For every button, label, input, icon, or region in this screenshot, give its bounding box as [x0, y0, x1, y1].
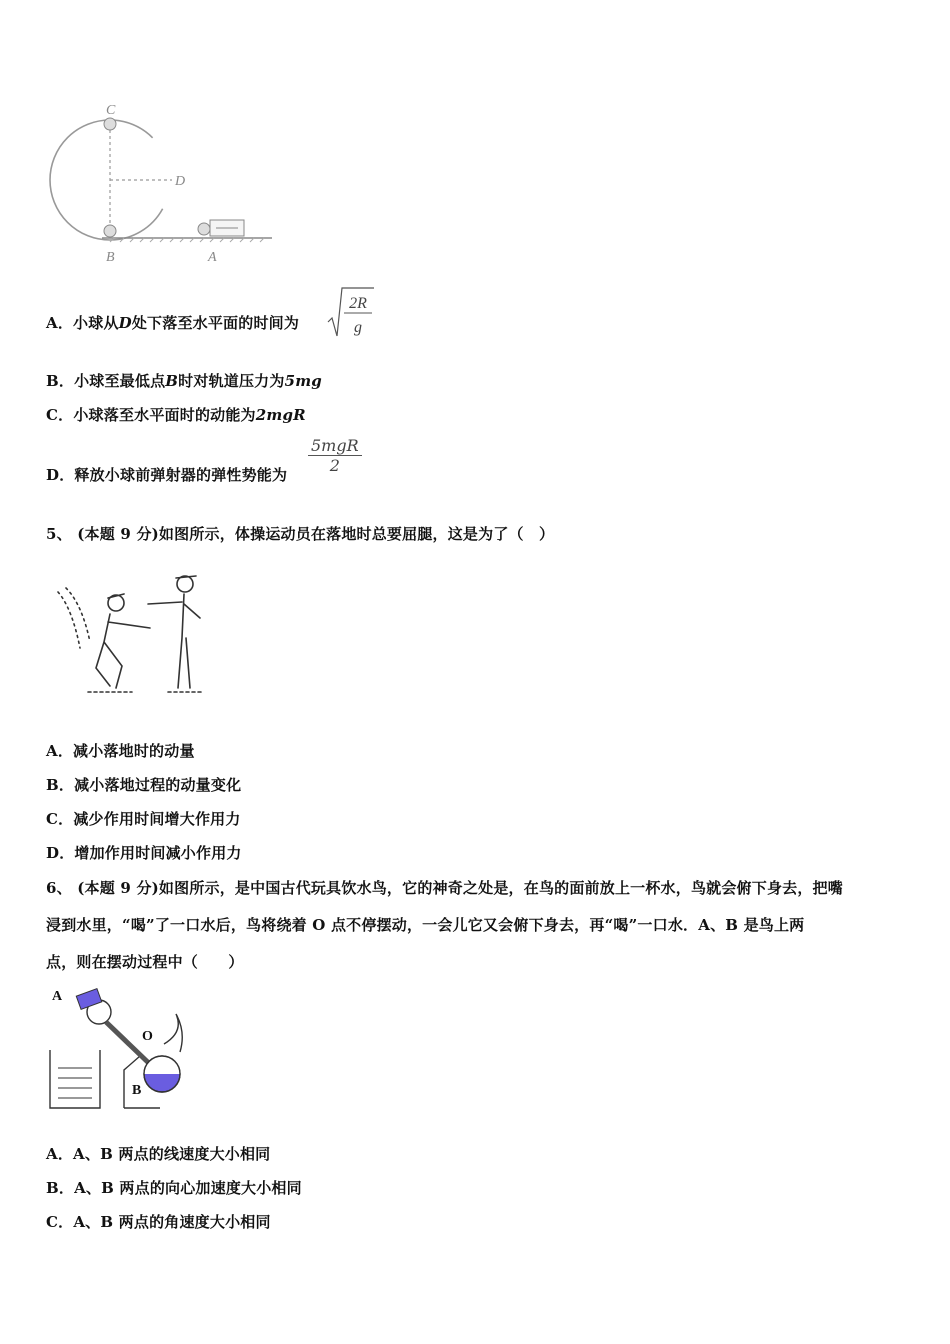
label-c: C — [106, 103, 116, 118]
label-a: A — [208, 250, 217, 265]
label-b: B — [106, 250, 115, 265]
q4-b-var: B — [165, 372, 179, 390]
q4-a-prefix: A．小球从 — [46, 314, 119, 332]
sqrt-expression — [326, 286, 376, 340]
fraction-5mgr-2 — [308, 436, 362, 475]
bird-hat — [76, 989, 101, 1010]
water-lines — [58, 1068, 92, 1098]
ball-launcher — [198, 223, 210, 235]
q4-b-text: B．小球至最低点 — [46, 372, 166, 390]
q4-a-text: 处下落至水平面的时间为 — [131, 314, 300, 332]
q4-option-d — [46, 464, 287, 485]
q4-a-var: D — [118, 314, 132, 332]
label-d: D — [175, 174, 186, 189]
q5-option-d: D．增加作用时间减小作用力 — [46, 844, 242, 862]
bird-tail — [164, 1014, 182, 1052]
water-cup — [50, 1050, 100, 1108]
q4-d-text: D．释放小球前弹射器的弹性势能为 — [46, 466, 288, 484]
q5-option-a: A．减小落地时的动量 — [46, 742, 195, 760]
q4-option-b — [46, 370, 322, 391]
q6-stem-line3: 点，则在摆动过程中（ ） — [46, 953, 244, 971]
q5-option-c: C．减少作用时间增大作用力 — [46, 810, 241, 828]
motion-trail — [58, 592, 80, 648]
label-b: B — [132, 1083, 142, 1098]
sqrt-denominator: g — [354, 319, 362, 336]
ball-bottom — [104, 225, 116, 237]
gymnast-body-2 — [148, 576, 200, 688]
q4-b-text2: 时对轨道压力为 — [178, 372, 285, 390]
q4-c-text: C．小球落至水平面时的动能为 — [46, 406, 256, 424]
sqrt-numerator: 2R — [349, 295, 367, 312]
gymnast-figure — [50, 568, 220, 703]
q5-option-b: B．减小落地过程的动量变化 — [46, 776, 242, 794]
loop-track-figure — [40, 98, 280, 268]
q6-stem-line1: 6、 (本题 9 分)如图所示，是中国古代玩具饮水鸟，它的神奇之处是，在鸟的面前放上一杯水，鸟就会俯下身去，把嘴 — [46, 879, 843, 897]
q4-b-value: 5mg — [284, 372, 322, 390]
q6-option-c: C．A、B 两点的角速度大小相同 — [46, 1213, 271, 1231]
q4-c-value: 2mgR — [255, 406, 306, 424]
q6-option-a: A．A、B 两点的线速度大小相同 — [46, 1145, 271, 1163]
label-a: A — [52, 989, 63, 1004]
q6-stem-line2: 浸到水里，“喝”了一口水后，鸟将绕着 O 点不停摆动，一会儿它又会俯下身去，再“喝”一口水．A、B 是鸟上两 — [46, 916, 805, 934]
label-o: O — [142, 1029, 153, 1044]
fraction-denominator: 2 — [329, 456, 340, 475]
q4-option-a — [46, 312, 299, 333]
q4-option-c — [46, 404, 306, 425]
q6-option-b: B．A、B 两点的向心加速度大小相同 — [46, 1179, 302, 1197]
ball-top — [104, 118, 116, 130]
drinking-bird-figure — [44, 982, 194, 1112]
q5-stem: 5、 (本题 9 分)如图所示，体操运动员在落地时总要屈腿，这是为了（ ） — [46, 525, 555, 543]
fraction-numerator: 5mgR — [308, 436, 362, 456]
